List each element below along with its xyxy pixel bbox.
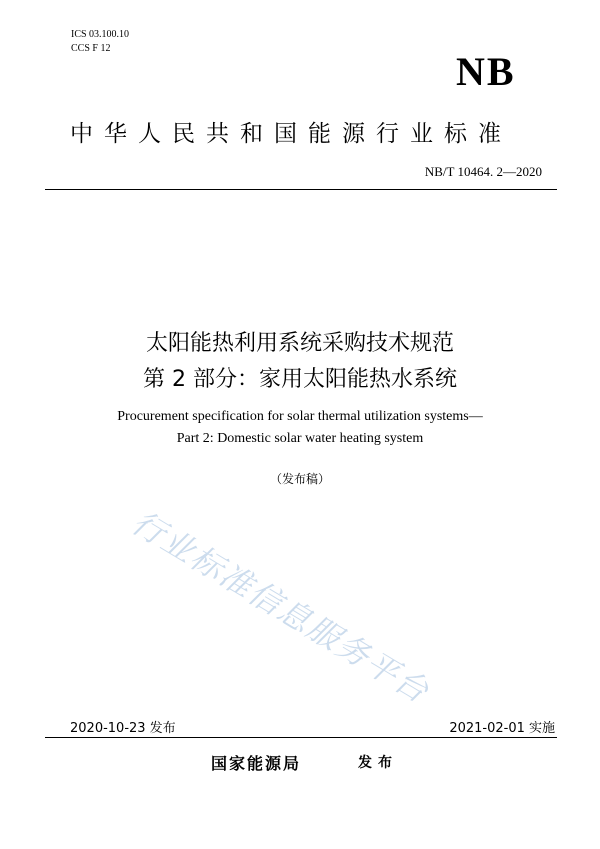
classification-codes [71,28,129,56]
issued-label: 发布 [358,755,398,771]
standard-number: NB/T 10464. 2—2020 [424,164,542,179]
title-en-line1: Procurement specification for solar thermal utilization systems— [117,409,483,424]
standard-category: 中华人民共和国能源行业标准 [70,121,512,147]
title-en-line2: Part 2: Domestic solar water heating system [176,431,424,446]
implementation-date: 2021-02-01 实施 [449,721,555,736]
title-cn-line1: 太阳能热利用系统采购技术规范 [145,331,454,356]
ics-code: ICS 03.100.10 [71,29,130,40]
draft-status: （发布稿） [269,472,330,486]
issue-date: 2020-10-23 发布 [70,721,176,736]
watermark: 行业标准信息服务平台 [125,503,437,711]
top-divider [45,189,557,190]
nb-logo: NB [456,49,516,94]
bottom-divider [45,737,557,738]
ccs-code: CCS F 12 [71,43,111,54]
issuer: 国家能源局 [211,754,302,773]
title-cn-line2: 第 2 部分：家用太阳能热水系统 [143,367,457,392]
